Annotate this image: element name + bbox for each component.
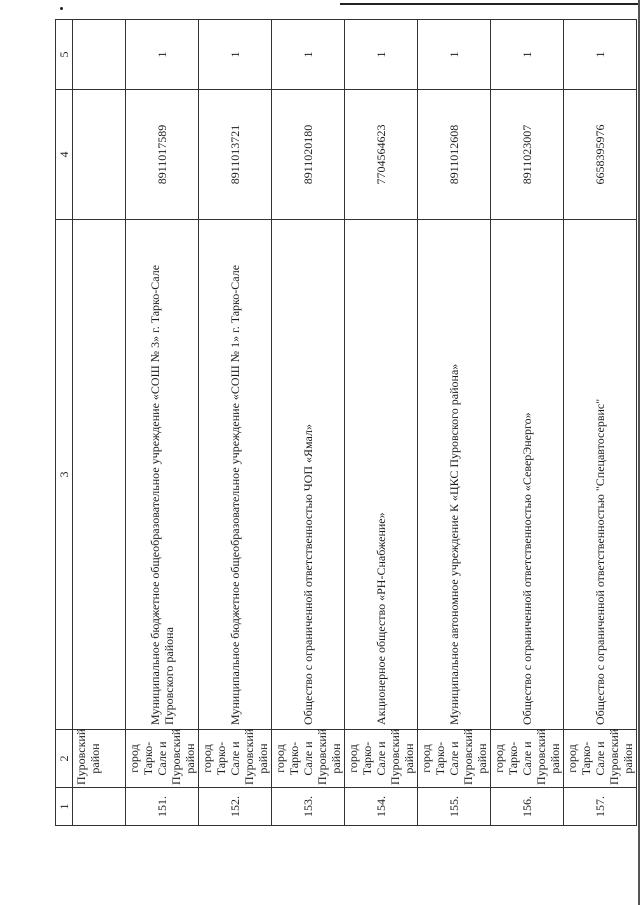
row-city: город Тарко-Сале и Пуровский район <box>418 730 491 788</box>
row-number: 157. <box>564 788 637 826</box>
table-row <box>418 20 491 826</box>
row-number: 153. <box>272 788 345 826</box>
row-organization: Муниципальное автономное учреждение К «ЦКС Пуровского района» <box>418 220 491 730</box>
row-quantity: 1 <box>126 20 199 90</box>
row-inn: 8911020180 <box>272 90 345 220</box>
row-organization <box>73 220 126 730</box>
row-number: 156. <box>491 788 564 826</box>
row-inn: 8911023007 <box>491 90 564 220</box>
scan-top-line <box>340 3 640 5</box>
row-inn <box>73 90 126 220</box>
row-inn: 6658395976 <box>564 90 637 220</box>
row-city: город Тарко-Сале и Пуровский район <box>345 730 418 788</box>
row-number <box>73 788 126 826</box>
row-organization: Муниципальное бюджетное общеобразовательное учреждение «СОШ № 1» г. Тарко-Сале <box>199 220 272 730</box>
header-col-3: 3 <box>56 220 73 730</box>
row-quantity: 1 <box>199 20 272 90</box>
row-organization: Акционерное общество «РН-Снабжение» <box>345 220 418 730</box>
row-number: 152. <box>199 788 272 826</box>
row-quantity: 1 <box>272 20 345 90</box>
row-inn: 8911017589 <box>126 90 199 220</box>
rotated-table-container <box>55 20 635 826</box>
row-organization: Муниципальное бюджетное общеобразовательное учреждение «СОШ № 3» г. Тарко-Сале Пуровского района <box>126 220 199 730</box>
table-row <box>491 20 564 826</box>
header-col-4: 4 <box>56 90 73 220</box>
row-city: город Тарко-Сале и Пуровский район <box>564 730 637 788</box>
row-organization: Общество с ограниченной ответственностью "Спецавтосервис" <box>564 220 637 730</box>
row-city: Пуровский район <box>73 730 126 788</box>
row-quantity: 1 <box>491 20 564 90</box>
row-city: город Тарко-Сале и Пуровский район <box>272 730 345 788</box>
row-organization: Общество с ограниченной ответственностью «СеверЭнерго» <box>491 220 564 730</box>
row-inn: 8911012608 <box>418 90 491 220</box>
row-city: город Тарко-Сале и Пуровский район <box>491 730 564 788</box>
row-city: город Тарко-Сале и Пуровский район <box>126 730 199 788</box>
row-inn: 7704564623 <box>345 90 418 220</box>
table-row <box>564 20 637 826</box>
scan-speck <box>60 7 63 10</box>
header-col-1: 1 <box>56 788 73 826</box>
table-row <box>73 20 126 826</box>
table-row <box>126 20 199 826</box>
table-row <box>272 20 345 826</box>
table-row <box>199 20 272 826</box>
organizations-table <box>55 19 637 826</box>
row-number: 155. <box>418 788 491 826</box>
row-quantity: 1 <box>418 20 491 90</box>
header-row <box>56 20 73 826</box>
header-col-2: 2 <box>56 730 73 788</box>
row-number: 151. <box>126 788 199 826</box>
row-city: город Тарко-Сале и Пуровский район <box>199 730 272 788</box>
row-quantity: 1 <box>564 20 637 90</box>
row-inn: 8911013721 <box>199 90 272 220</box>
header-col-5: 5 <box>56 20 73 90</box>
row-quantity: 1 <box>345 20 418 90</box>
row-quantity <box>73 20 126 90</box>
row-number: 154. <box>345 788 418 826</box>
row-organization: Общество с ограниченной ответственностью ЧОП «Ямал» <box>272 220 345 730</box>
table-row <box>345 20 418 826</box>
